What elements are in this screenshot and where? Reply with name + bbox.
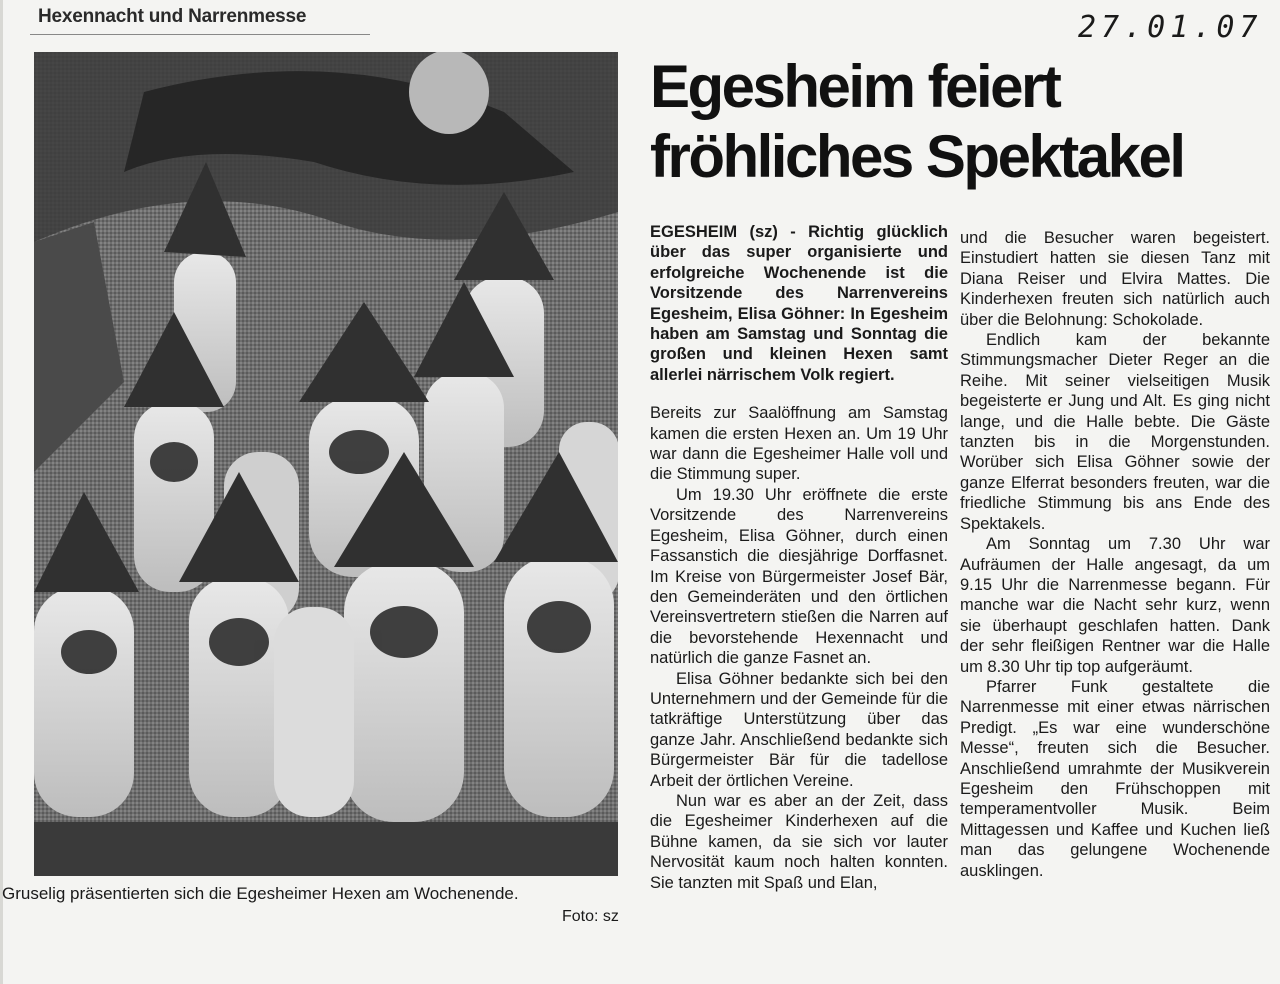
photo-illustration: [34, 52, 618, 876]
headline-line-1: Egesheim feiert: [650, 53, 1060, 120]
paragraph: Bereits zur Saalöffnung am Samstag kamen die ersten Hexen an. Um 19 Uhr war dann die Egesheimer Halle voll und die Stimmung super.: [650, 404, 948, 484]
paragraph: Nun war es aber an der Zeit, dass die Egesheimer Kinderhexen auf die Bühne kamen, da sie sich vor lauter Nervosität kaum noch halten konnten. Sie tanzten mit Spaß und Elan,: [650, 791, 948, 892]
paragraph: Endlich kam der bekannte Stimmungsmacher Dieter Reger an die Reihe. Mit seiner vielseitigen Musik begeisterte er Jung und Alt. Es ging nicht lange, und die Halle bebte. Die Gäste tanzten bis in die Morgenstunden. Worüber sich Elisa Göhner sowie der ganze Elferrat besonders freuten, war die friedliche Stimmung bis ans Ende des Spektakels.: [960, 331, 1270, 533]
photo-caption: Gruselig präsentierten sich die Egesheimer Hexen am Wochenende.: [2, 884, 519, 903]
article-column-right: [960, 228, 1270, 881]
article-column-left: [650, 222, 948, 893]
witches-photo: [34, 52, 618, 876]
kicker-divider: [30, 34, 370, 35]
handwritten-date: 27.01.07: [1078, 10, 1263, 45]
article-headline: [650, 52, 1270, 192]
article-lead: [650, 222, 948, 385]
paragraph: Am Sonntag um 7.30 Uhr war Aufräumen der Halle angesagt, da um 9.15 Uhr die Narrenmesse begann. Für manche war die Nacht sehr kurz, wenn sie überhaupt geschlafen hatten. Dank der sehr fleißigen Rentner war die Halle um 8.30 Uhr tip top aufgeräumt.: [960, 535, 1270, 676]
paragraph: Elisa Göhner bedankte sich bei den Unternehmern und der Gemeinde für die tatkräftige Unterstützung über das ganze Jahr. Anschließend bedankte sich Bürgermeister Bär für die tadellose Arbeit der örtlichen Vereine.: [650, 669, 948, 790]
dateline: EGESHEIM (sz) -: [650, 223, 796, 241]
paragraph: Um 19.30 Uhr eröffnete die erste Vorsitzende des Narrenvereins Egesheim, Elisa Göhner, durch einen Fassanstich die diesjährige Dorffasnet. Im Kreise von Bürgermeister Josef Bär, den Gemeinderäten und den örtlichen Vereinsvertretern stießen die Narren auf die bevorstehende Hexennacht und natürlich die ganze Fasnet an.: [650, 485, 948, 668]
lead-text: Richtig glücklich über das super organisierte und erfolgreiche Wochenende ist die Vorsitzende des Narrenvereins Egesheim, Elisa Göhner: In Egesheim haben am Samstag und Sonntag die großen und kleinen Hexen samt allerlei närrischem Volk regiert.: [650, 223, 948, 384]
section-kicker: Hexennacht und Narrenmesse: [38, 6, 307, 27]
paragraph: Pfarrer Funk gestaltete die Narrenmesse mit einer etwas närrischen Predigt. „Es war eine wunderschöne Messe“, freuten sich die Besucher. Anschließend umrahmte der Musikverein Egesheim den Frühschoppen mit temperamentvoller Musik. Beim Mittagessen und Kaffee und Kuchen ließ man das gelungene Wochenende ausklingen.: [960, 677, 1270, 880]
paragraph: und die Besucher waren begeistert. Einstudiert hatten sie diesen Tanz mit Diana Reiser und Elvira Mattes. Die Kinderhexen freuten sich natürlich auch über die Belohnung: Schokolade.: [960, 229, 1270, 329]
photo-credit: Foto: sz: [562, 908, 619, 925]
headline-line-2: fröhliches Spektakel: [650, 123, 1184, 190]
scan-edge: [0, 0, 3, 984]
